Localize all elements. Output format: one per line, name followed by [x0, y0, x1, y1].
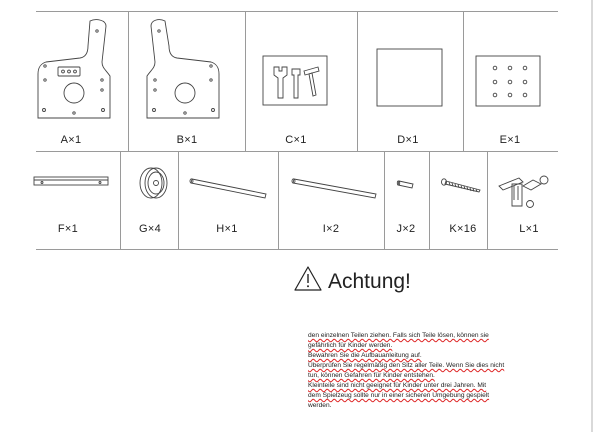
- warning-triangle-icon: [293, 265, 323, 293]
- part-c-tool-board-illustration: [262, 55, 332, 107]
- part-f-rail-illustration: [32, 174, 112, 194]
- divider: [245, 11, 246, 151]
- warning-line: Überprüfen Sie regelmäßig den Sitz aller Teile. Wenn Sie dies nicht: [308, 362, 505, 369]
- part-d-label: D×1: [397, 134, 419, 146]
- divider: [128, 11, 129, 151]
- part-b-label: B×1: [176, 134, 198, 146]
- top-rule: [36, 11, 558, 12]
- part-b-side-panel-illustration: [145, 18, 235, 123]
- warning-line: den einzelnen Teilen ziehen. Falls sich Teile lösen, können sie: [308, 332, 489, 339]
- warning-line: werden.: [308, 402, 332, 409]
- part-g-wheel-illustration: [135, 164, 175, 204]
- part-h-dowel-illustration: [188, 175, 272, 203]
- warning-line: gefährlich für Kinder werden.: [308, 342, 393, 349]
- part-d-board-illustration: [376, 48, 446, 108]
- part-e-seat-illustration: [475, 55, 545, 110]
- part-i-dowel-illustration: [290, 176, 382, 204]
- part-a-side-panel-illustration: [36, 18, 126, 123]
- part-f-label: F×1: [57, 223, 79, 235]
- warning-line: dem Spielzeug sollte nur in einer sicheren Umgebung gespielt: [308, 392, 490, 399]
- part-h-label: H×1: [216, 223, 238, 235]
- part-a-label: A×1: [60, 134, 82, 146]
- part-c-label: C×1: [285, 134, 307, 146]
- part-l-label: L×1: [519, 223, 539, 235]
- divider: [278, 151, 279, 249]
- part-k-label: K×16: [449, 223, 477, 235]
- part-j-pin-illustration: [396, 179, 418, 193]
- part-i-label: I×2: [322, 223, 340, 235]
- warning-text: [308, 331, 540, 411]
- warning-line: Kleinteile sind nicht geeignet für Kinder unter drei Jahren. Mit: [308, 382, 487, 389]
- warning-title: Achtung!: [328, 270, 411, 293]
- part-e-label: E×1: [499, 134, 521, 146]
- bottom-rule: [36, 249, 558, 250]
- middle-rule: [36, 151, 558, 152]
- part-l-bolt-illustration: [494, 168, 554, 214]
- part-k-screw-illustration: [440, 178, 485, 196]
- divider: [463, 11, 464, 151]
- warning-line: tun, können Gefahren für Kinder entstehen.: [308, 372, 435, 379]
- warning-line: Bewahren Sie die Aufbauanleitung auf.: [308, 352, 422, 359]
- divider: [357, 11, 358, 151]
- part-g-label: G×4: [139, 223, 161, 235]
- part-j-label: J×2: [396, 223, 416, 235]
